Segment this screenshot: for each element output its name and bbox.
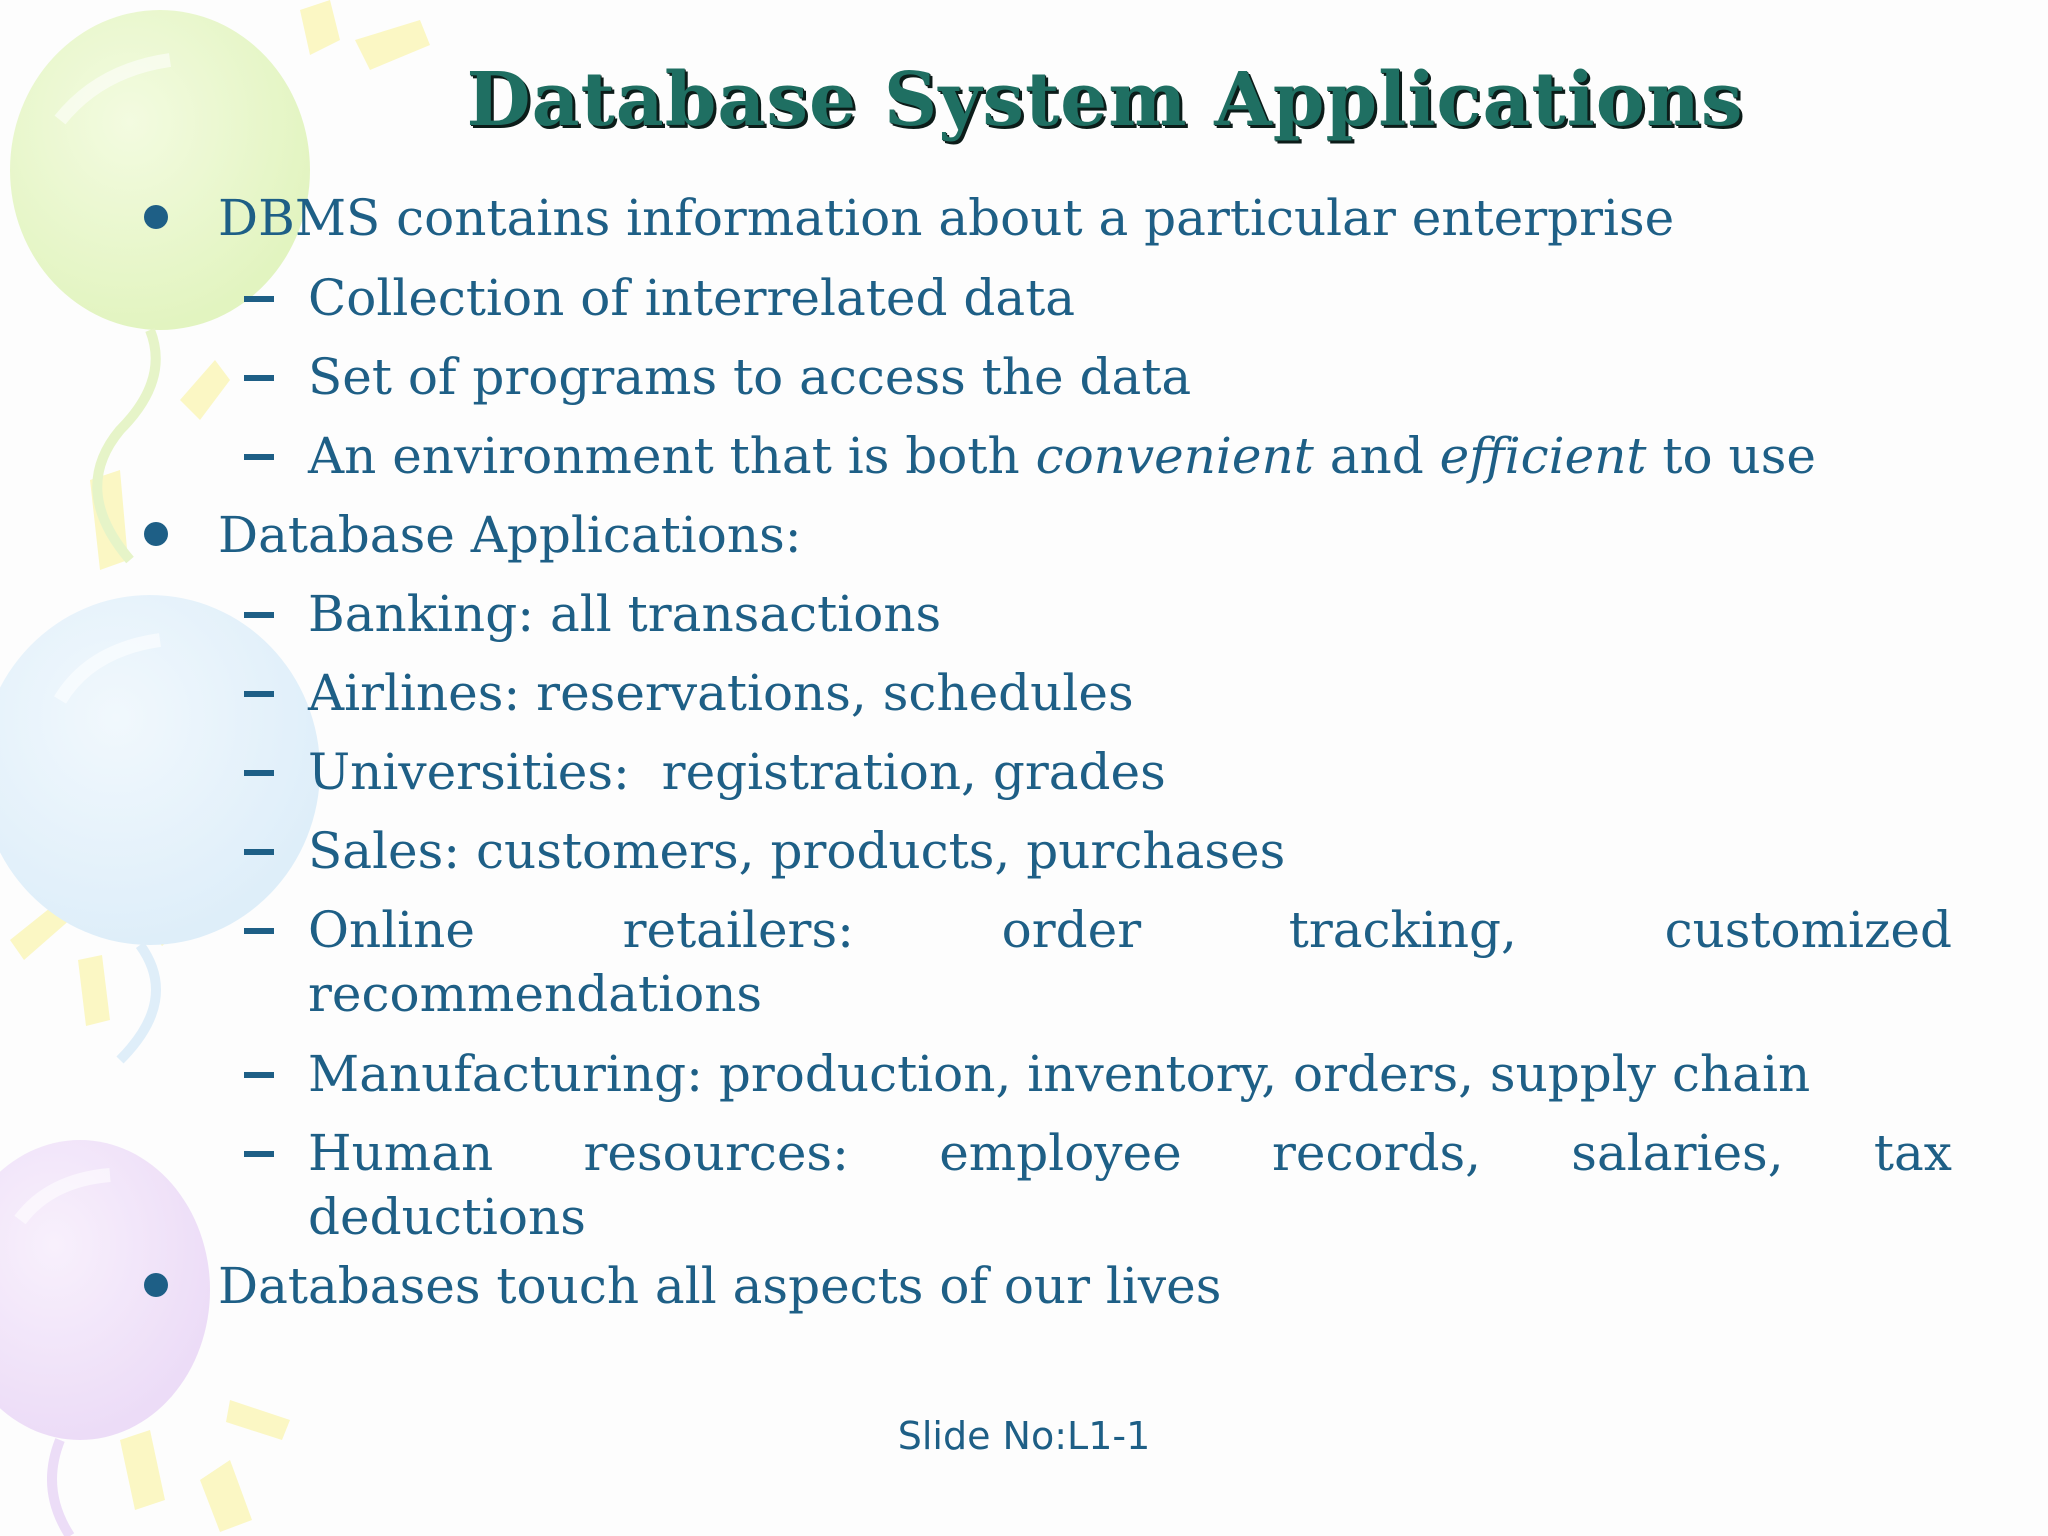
word: customized [1664, 901, 1952, 959]
dash-marker [244, 454, 274, 460]
sub-item-human-resources [308, 1117, 1952, 1189]
word: retailers: [622, 901, 854, 959]
sub-item-online-retailers [308, 894, 1952, 966]
word: Human [308, 1124, 494, 1182]
word: resources: [583, 1124, 849, 1182]
sub-item-text: An environment that is both [308, 427, 1036, 485]
sub-item-text: Banking: all transactions [308, 585, 942, 643]
sub-item-text: Universities: registration, grades [308, 743, 1166, 801]
sub-item-continuation: deductions [308, 1188, 586, 1246]
sub-item-text: Airlines: reservations, schedules [308, 664, 1134, 722]
bullet-dot [144, 205, 168, 229]
dash-marker [244, 770, 274, 776]
word: employee [939, 1124, 1182, 1182]
bullet-text: Databases touch all aspects of our lives [218, 1257, 1222, 1315]
bullet-dot [144, 1273, 168, 1297]
word: records, [1271, 1124, 1482, 1182]
sub-item-environment [308, 420, 1816, 492]
dash-marker [244, 612, 274, 618]
word: salaries, [1571, 1124, 1784, 1182]
word: tracking, [1288, 901, 1517, 959]
dash-marker [244, 375, 274, 381]
dash-marker [244, 1072, 274, 1078]
sub-item-continuation: recommendations [308, 965, 763, 1023]
word: tax [1873, 1124, 1952, 1182]
sub-item-text: and [1313, 427, 1440, 485]
bullet-dot [144, 522, 168, 546]
sub-item-text: Sales: customers, products, purchases [308, 822, 1286, 880]
dash-marker [244, 849, 274, 855]
bullet-text: Database Applications: [218, 506, 802, 564]
slide-number: Slide No:L1-1 [897, 1414, 1151, 1458]
emphasis-text: convenient [1035, 427, 1314, 485]
sub-item-text: Manufacturing: production, inventory, orders, supply chain [308, 1045, 1811, 1103]
dash-marker [244, 1151, 274, 1157]
dash-marker [244, 691, 274, 697]
emphasis-text: efficient [1439, 427, 1647, 485]
bullet-text: DBMS contains information about a particular enterprise [218, 189, 1675, 247]
sub-item-text: Set of programs to access the data [308, 348, 1192, 406]
dash-marker [244, 928, 274, 934]
word: order [1001, 901, 1142, 959]
sub-item-text: Collection of interrelated data [308, 269, 1076, 327]
slide-title: Database System Applications [466, 57, 1744, 143]
dash-marker [244, 296, 274, 302]
sub-item-text: to use [1646, 427, 1816, 485]
word: Online [308, 901, 475, 959]
